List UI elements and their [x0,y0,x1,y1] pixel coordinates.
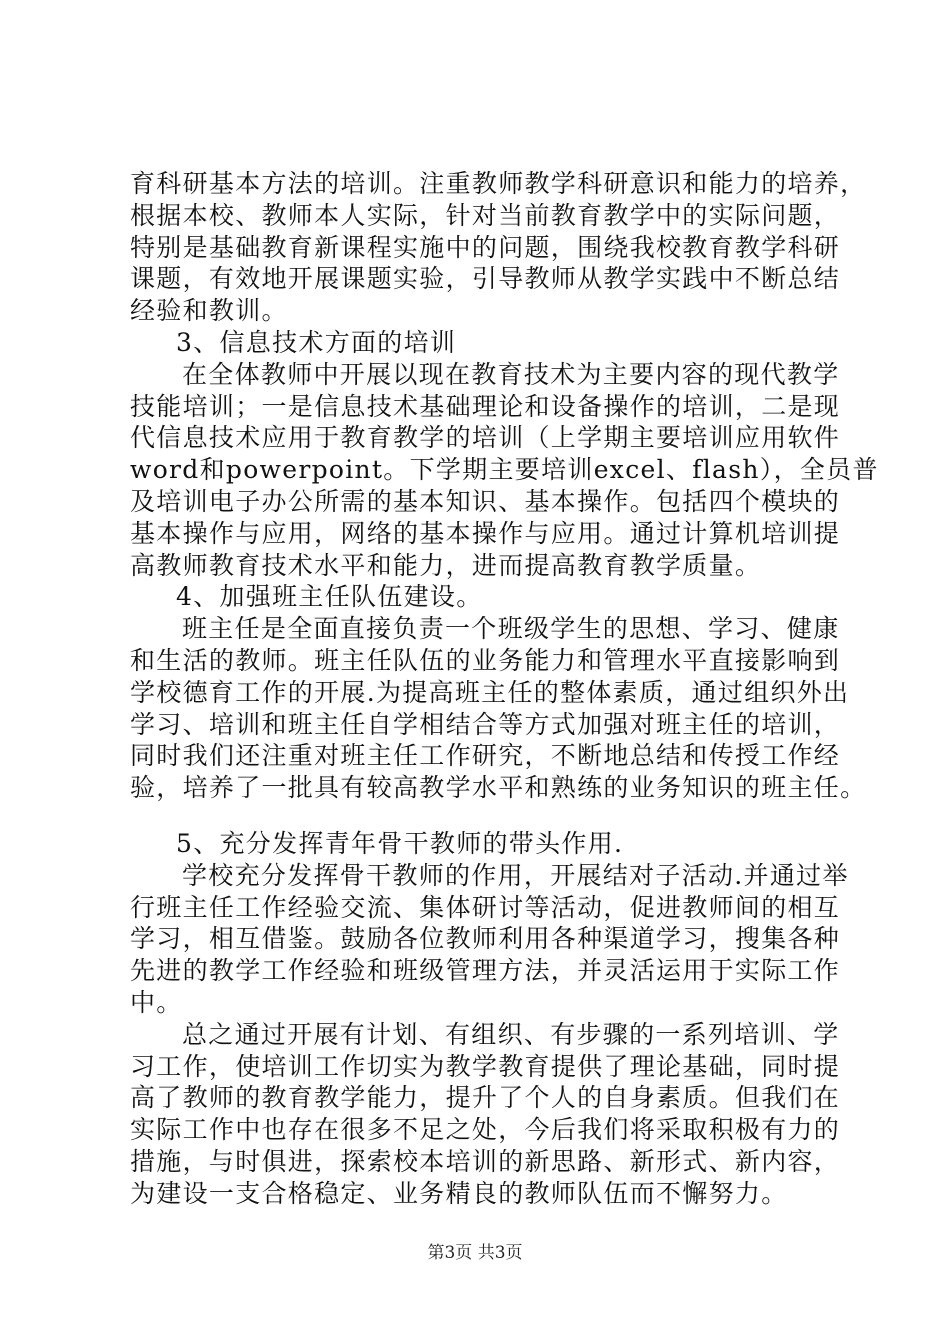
text-line: 育科研基本方法的培训。注重教师教学科研意识和能力的培养， [130,169,867,198]
text-line: 学校德育工作的开展.为提高班主任的整体素质，通过组织外出 [130,677,850,707]
text-line: 同时我们还注重对班主任工作研究，不断地总结和传授工作经 [130,741,841,771]
text-line: 班主任是全面直接负责一个班级学生的思想、学习、健康 [182,614,840,644]
text-line: 措施，与时俱进，探索校本培训的新思路、新形式、新内容， [130,1146,841,1176]
text-line: 在全体教师中开展以现在教育技术为主要内容的现代教学 [182,359,840,389]
text-line: 根据本校、教师本人实际，针对当前教育教学中的实际问题， [130,200,841,230]
text-line: 基本操作与应用，网络的基本操作与应用。通过计算机培训提 [130,518,841,548]
text-line: 中。 [130,987,183,1017]
text-line: 及培训电子办公所需的基本知识、基本操作。包括四个模块的 [130,486,841,516]
text-line: 和生活的教师。班主任队伍的业务能力和管理水平直接影响到 [130,645,841,675]
text-line: 行班主任工作经验交流、集体研讨等活动，促进教师间的相互 [130,892,841,922]
text-line: word和powerpoint。下学期主要培训excel、flash），全员普 [130,455,879,485]
text-line: 代信息技术应用于教育教学的培训（上学期主要培训应用软件 [130,423,841,453]
text-line: 学习，相互借鉴。鼓励各位教师利用各种渠道学习，搜集各种 [130,924,841,954]
paragraph-gap [130,804,835,828]
text-line: 实际工作中也存在很多不足之处，今后我们将采取积极有力的 [130,1115,841,1145]
text-line: 高了教师的教育教学能力，提升了个人的自身素质。但我们在 [130,1083,841,1113]
text-line: 验，培养了一批具有较高教学水平和熟练的业务知识的班主任。 [130,773,867,803]
text-line: 为建设一支合格稳定、业务精良的教师队伍而不懈努力。 [130,1178,788,1208]
text-line: 技能培训；一是信息技术基础理论和设备操作的培训，二是现 [130,391,841,421]
page-number-footer: 第3页 共3页 [427,1243,523,1263]
text-line: 学习、培训和班主任自学相结合等方式加强对班主任的培训， [130,709,841,739]
section-heading-5: 5、充分发挥青年骨干教师的带头作用. [176,828,624,858]
document-body [130,168,879,1210]
text-line: 总之通过开展有计划、有组织、有步骤的一系列培训、学 [182,1019,840,1049]
text-line: 先进的教学工作经验和班级管理方法，并灵活运用于实际工作 [130,956,841,986]
text-line: 习工作，使培训工作切实为教学教育提供了理论基础，同时提 [130,1051,841,1081]
section-heading-4: 4、加强班主任队伍建设。 [176,582,483,612]
text-line: 经验和教训。 [130,296,288,326]
section-heading-3: 3、信息技术方面的培训 [176,327,457,357]
text-line: 课题，有效地开展课题实验，引导教师从教学实践中不断总结 [130,264,841,294]
text-line: 特别是基础教育新课程实施中的问题，围绕我校教育教学科研 [130,232,841,262]
text-line: 高教师教育技术水平和能力，进而提高教育教学质量。 [130,550,762,580]
text-line: 学校充分发挥骨干教师的作用，开展结对子活动.并通过举 [182,860,849,890]
